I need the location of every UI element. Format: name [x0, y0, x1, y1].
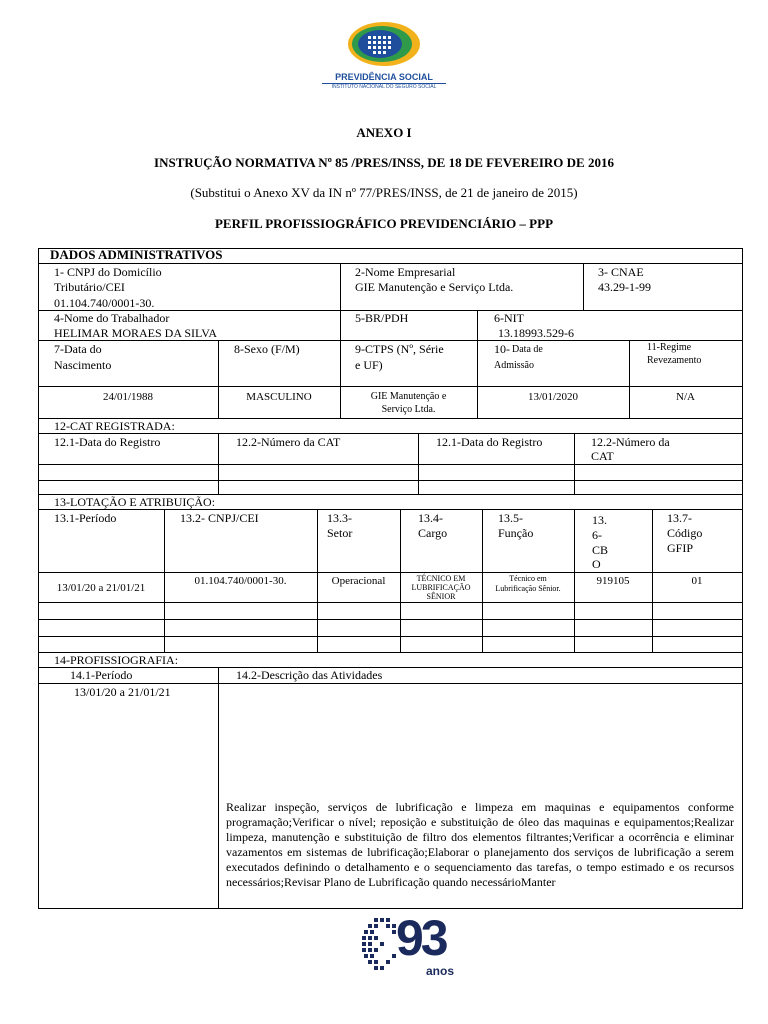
93-anos-logo — [360, 912, 464, 984]
sexo-label: 8-Sexo (F/M) — [234, 342, 300, 356]
lotacao-cbo-header-4: O — [592, 557, 601, 571]
nome-empresarial-value: GIE Manutenção e Serviço Ltda. — [355, 280, 514, 294]
cat-numero-1: 12.2-Número da CAT — [236, 435, 341, 449]
ppp-title: PERFIL PROFISSIOGRÁFICO PREVIDENCIÁRIO – PPP — [214, 216, 554, 231]
lotacao-gfip-header-2: Código — [667, 526, 703, 540]
lotacao-gfip-header-3: GFIP — [667, 541, 694, 555]
profissiografia-periodo-value: 13/01/20 a 21/01/21 — [74, 685, 171, 699]
trabalhador-value: HELIMAR MORAES DA SILVA — [54, 326, 218, 340]
br-pdh-label: 5-BR/PDH — [355, 311, 409, 325]
regime-label-2: Revezamento — [647, 355, 702, 366]
lotacao-cargo-value-3: SÊNIOR — [426, 592, 456, 601]
lotacao-cbo-header-2: 6- — [592, 528, 602, 542]
lotacao-cargo-header-2: Cargo — [418, 526, 448, 540]
lotacao-gfip-value: 01 — [691, 575, 703, 587]
lotacao-cbo-header-3: CB — [592, 543, 609, 557]
lotacao-cnpj-header: 13.2- CNPJ/CEI — [180, 511, 259, 525]
anos-word: anos — [426, 964, 455, 978]
93-number: 93 — [396, 910, 446, 966]
previdencia-emblem-icon — [322, 18, 446, 74]
logo-subtitle: INSTITUTO NACIONAL DO SEGURO SOCIAL — [322, 83, 446, 90]
ctps-value: GIE Manutenção e — [370, 391, 447, 402]
regime-label: 11-Regime — [647, 342, 692, 353]
lotacao-periodo-value: 13/01/20 a 21/01/21 — [56, 582, 146, 594]
cat-numero-2b: CAT — [591, 449, 614, 463]
previdencia-logo — [322, 18, 446, 94]
lotacao-cargo-value: TÉCNICO EM — [416, 574, 466, 583]
cat-numero-2: 12.2-Número da — [591, 435, 670, 449]
profissiografia-periodo-header: 14.1-Período — [70, 668, 133, 682]
sexo-value: MASCULINO — [246, 391, 312, 403]
nascimento-value: 24/01/1988 — [102, 391, 154, 403]
admissao-value: 13/01/2020 — [527, 391, 579, 403]
instrucao-title: INSTRUÇÃO NORMATIVA Nº 85 /PRES/INSS, DE 18 DE FEVEREIRO DE 2016 — [154, 155, 614, 170]
lotacao-setor-header-2: Setor — [327, 526, 353, 540]
anexo-title: ANEXO I — [356, 125, 412, 140]
cnpj-label-2: Tributário/CEI — [54, 280, 125, 294]
admissao-label-2: Data de — [512, 344, 543, 355]
lotacao-cbo-value: 919105 — [596, 575, 630, 587]
profissiografia-descricao-header: 14.2-Descrição das Atividades — [236, 668, 383, 682]
profissiografia-descricao-value: Realizar inspeção, serviços de lubrificação e limpeza em maquinas e equipamentos conforme programação;Verificar o nível; reposição e substituição de óleo das maquinas e equipamentos;Realizar limpeza, manutenção e substituição de filtro dos elementos filtrantes;Verificar a ocorrência e eliminar vazamentos em sistemas de lubrificação;Elaborar o planejamento dos serviços de lubrificação a serem executados definindo o detalhamento e o sequenciamento das tarefas, o tempo estimado e os recursos necessários;Revisar Plano de Lubrificação quando necessárioManter — [226, 800, 734, 889]
trabalhador-label: 4-Nome do Trabalhador — [54, 311, 170, 325]
ctps-value-2: Serviço Ltda. — [381, 404, 436, 415]
nit-label: 6-NIT — [494, 311, 524, 325]
lotacao-cargo-header: 13.4- — [418, 511, 443, 525]
cat-data-registro-1: 12.1-Data do Registro — [54, 435, 161, 449]
cat-title: 12-CAT REGISTRADA: — [54, 419, 175, 433]
lotacao-cargo-value-2: LUBRIFICAÇÃO — [411, 583, 471, 592]
cat-data-registro-2: 12.1-Data do Registro — [436, 435, 543, 449]
lotacao-gfip-header: 13.7- — [667, 511, 692, 525]
logo-title: PREVIDÊNCIA SOCIAL — [335, 72, 433, 82]
regime-value: N/A — [676, 391, 695, 403]
nit-value: 13.18993.529-6 — [498, 326, 574, 340]
lotacao-cnpj-value: 01.104.740/0001-30. — [194, 575, 287, 587]
ctps-label-2: e UF) — [355, 358, 383, 372]
dados-title: DADOS ADMINISTRATIVOS — [50, 247, 223, 262]
lotacao-periodo-header: 13.1-Período — [54, 511, 117, 525]
admissao-label-3: Admissão — [494, 360, 534, 371]
nascimento-label: 7-Data do — [54, 342, 102, 356]
nascimento-label-2: Nascimento — [54, 358, 112, 372]
nome-empresarial-label: 2-Nome Empresarial — [355, 265, 456, 279]
lotacao-setor-header: 13.3- — [327, 511, 352, 525]
admissao-label: 10- — [494, 342, 510, 356]
profissiografia-title: 14-PROFISSIOGRAFIA: — [54, 653, 179, 667]
lotacao-funcao-value-2: Lubrificação Sênior. — [495, 584, 561, 593]
cnae-label: 3- CNAE — [598, 265, 644, 279]
lotacao-cbo-header: 13. — [592, 513, 607, 527]
cnae-value: 43.29-1-99 — [598, 280, 651, 294]
lotacao-funcao-header: 13.5- — [498, 511, 523, 525]
cnpj-value: 01.104.740/0001-30. — [54, 296, 155, 310]
lotacao-funcao-header-2: Função — [498, 526, 534, 540]
lotacao-title: 13-LOTAÇÃO E ATRIBUIÇÃO: — [54, 495, 216, 509]
cnpj-label: 1- CNPJ do Domicílio — [54, 265, 162, 279]
ctps-label: 9-CTPS (Nº, Série — [355, 342, 444, 356]
substitui-note: (Substitui o Anexo XV da IN nº 77/PRES/INSS, de 21 de janeiro de 2015) — [190, 185, 578, 200]
lotacao-funcao-value: Técnico em — [509, 574, 547, 583]
lotacao-setor-value: Operacional — [331, 575, 386, 587]
